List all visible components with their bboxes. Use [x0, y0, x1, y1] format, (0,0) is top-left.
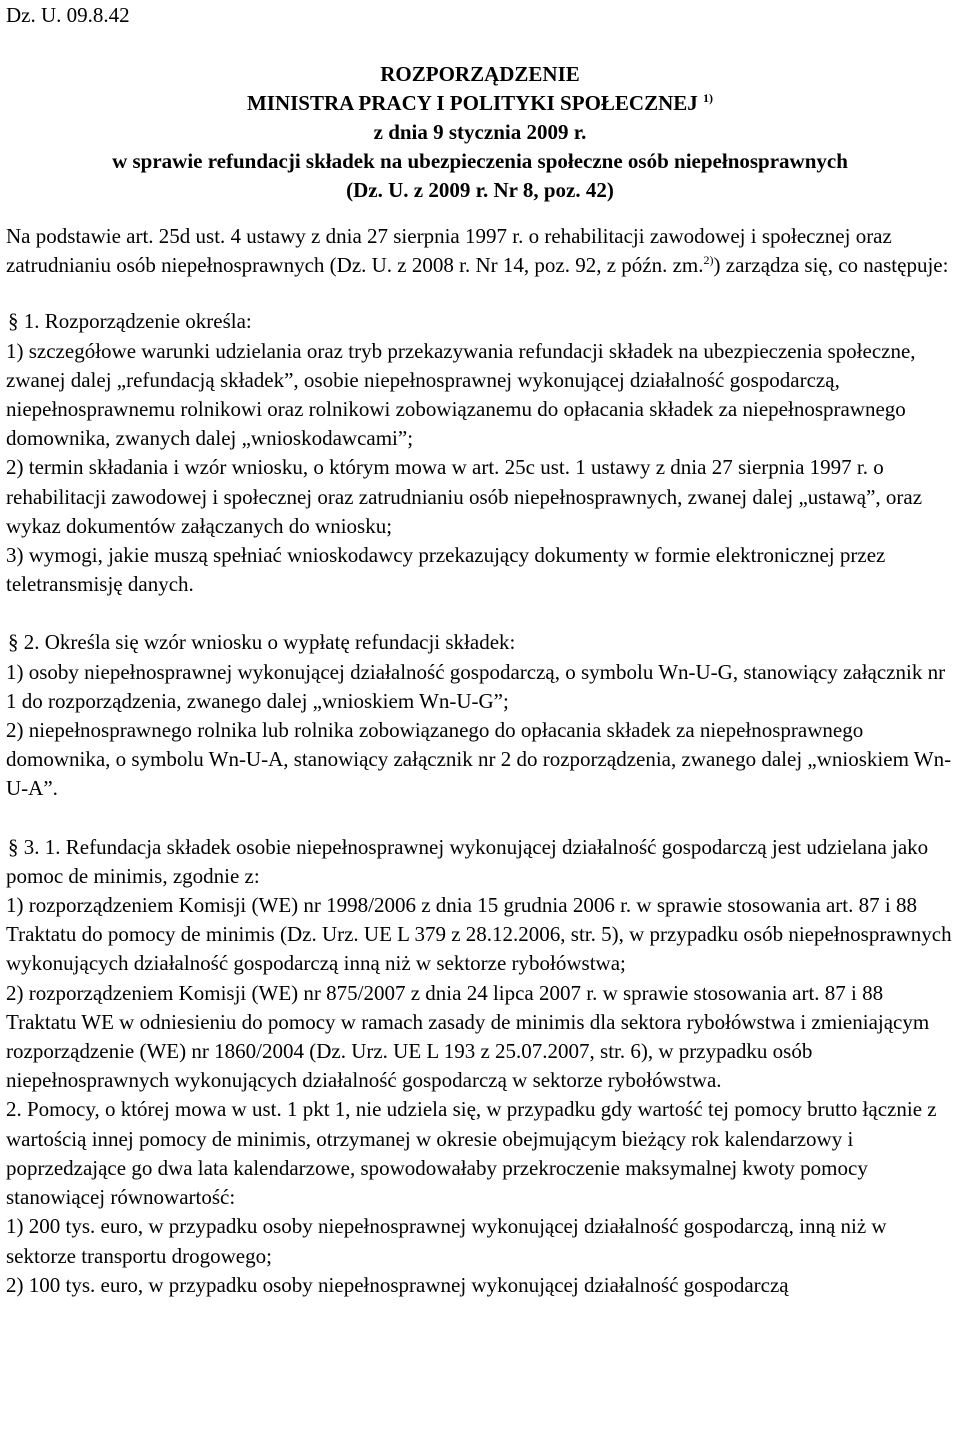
section-2-item-2: 2) niepełnosprawnego rolnika lub rolnika zobowiązanego do opłacania składek za niepełnosprawnego domownika, o symbolu Wn-U-A, stanowiący załącznik nr 2 do rozporządzenia, zwanego dalej „wnioskiem Wn-U-A”. — [6, 718, 952, 801]
section-2-item-1: 1) osoby niepełnosprawnej wykonującej działalność gospodarczą, o symbolu Wn-U-G, stanowiący załącznik nr 1 do rozporządzenia, zwanego dalej „wnioskiem Wn-U-G”; — [6, 659, 946, 713]
section-3-item-1: 1) rozporządzeniem Komisji (WE) nr 1998/2006 z dnia 15 grudnia 2006 r. w sprawie stosowania art. 87 i 88 Traktatu do pomocy de minimis (Dz. Urz. UE L 379 z 28.12.2006, str. 5), w przypadku osób niepełnosprawnych wykonujących działalność gospodarczą inną niż w sektorze rybołówstwa; — [6, 893, 952, 976]
section-sign: § — [8, 309, 19, 334]
ministry-name: MINISTRA PRACY I POLITYKI SPOŁECZNEJ — [246, 91, 698, 115]
section-3-item-2: 2) rozporządzeniem Komisji (WE) nr 875/2007 z dnia 24 lipca 2007 r. w sprawie stosowania art. 87 i 88 Traktatu WE w odniesieniu do pomocy w ramach zasady de minimis dla sektora rybołówstwa i zmieniającym rozporządzenie (WE) nr 1860/2004 (Dz. Urz. UE L 193 z 25.07.2007, str. 6), w przypadku osób niepełnosprawnych wykonujących działalność gospodarczą w sektorze rybołówstwa. — [6, 980, 930, 1093]
section-3-paragraph-2: 2. Pomocy, o której mowa w ust. 1 pkt 1, nie udziela się, w przypadku gdy wartość tej pomocy brutto łącznie z wartością innej pomocy de minimis, otrzymanej w okresie obejmującym bieżący rok kalendarzowy i poprzedzające go dwa lata kalendarzowe, spowodowałaby przekroczenie maksymalnej kwoty pomocy stanowiącej równowartość: — [6, 1097, 937, 1210]
section-1-item-2: 2) termin składania i wzór wniosku, o którym mowa w art. 25c ust. 1 ustawy z dnia 27 sierpnia 1997 r. o rehabilitacji zawodowej i społecznej oraz zatrudnianiu osób niepełnosprawnych, zwanej dalej „ustawą”, oraz wykaz dokumentów załączanych do wniosku; — [6, 455, 923, 538]
title-line-ministry — [6, 89, 954, 118]
section-3-paragraph-2-item-1: 1) 200 tys. euro, w przypadku osoby niepełnosprawnej wykonującej działalność gospodarczą, inną niż w sektorze transportu drogowego; — [6, 1214, 887, 1268]
preamble — [6, 222, 954, 280]
section-3-title: 3. 1. Refundacja składek osobie niepełnosprawnej wykonującej działalność gospodarczą jest udzielana jako pomoc de minimis, zgodnie z: — [6, 834, 929, 888]
document-body — [6, 222, 954, 1300]
section-sign: § — [8, 834, 19, 859]
footnote-marker-1: 1) — [703, 91, 714, 105]
title-line-regulation: ROZPORZĄDZENIE — [380, 62, 580, 86]
section-1-title: 1. Rozporządzenie określa: — [23, 309, 252, 334]
preamble-text: Na podstawie art. 25d ust. 4 ustawy z dnia 27 sierpnia 1997 r. o rehabilitacji zawodowej i społecznej oraz zatrudnianiu osób niepełnosprawnych (Dz. U. z 2008 r. Nr 14, poz. 92, z późn. zm. — [6, 224, 892, 278]
section-1-item-1: 1) szczegółowe warunki udzielania oraz tryb przekazywania refundacji składek na ubezpieczenia społeczne, zwanej dalej „refundacją składek”, osobie niepełnosprawnej wykonującej działalność gospodarczą, niepełnosprawnemu rolnikowi oraz rolnikowi zobowiązanemu do opłacania składek za niepełnosprawnego domownika, zwanych dalej „wnioskodawcami”; — [6, 338, 916, 451]
document-title — [6, 60, 954, 205]
document-reference: Dz. U. 09.8.42 — [6, 3, 130, 27]
section-1-head — [6, 307, 954, 336]
section-3-paragraph-2-item-2: 2) 100 tys. euro, w przypadku osoby niepełnosprawnej wykonującej działalność gospodarczą — [6, 1272, 789, 1297]
title-line-subject: w sprawie refundacji składek na ubezpieczenia społeczne osób niepełnosprawnych — [112, 149, 848, 173]
title-line-date: z dnia 9 stycznia 2009 r. — [373, 120, 587, 144]
section-3-head — [6, 833, 954, 891]
footnote-marker-2: 2) — [703, 253, 714, 268]
section-1-item-3: 3) wymogi, jakie muszą spełniać wnioskodawcy przekazujący dokumenty w formie elektronicznej przez teletransmisję danych. — [6, 543, 886, 597]
section-sign: § — [8, 630, 19, 655]
section-2-title: 2. Określa się wzór wniosku o wypłatę refundacji składek: — [23, 630, 516, 655]
title-line-publication: (Dz. U. z 2009 r. Nr 8, poz. 42) — [346, 178, 614, 202]
section-2-head — [6, 628, 954, 657]
preamble-tail: ) zarządza się, co następuje: — [713, 253, 949, 278]
